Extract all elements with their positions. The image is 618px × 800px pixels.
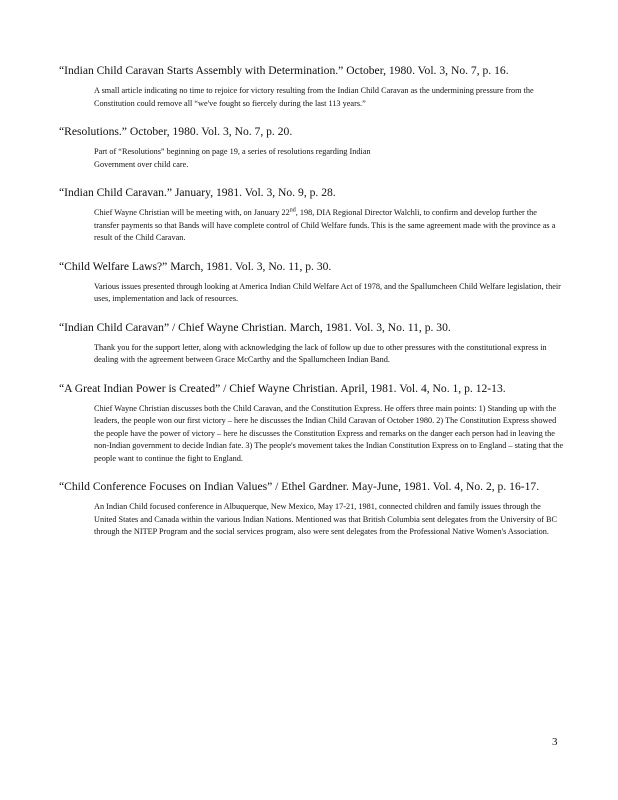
bibliography-entry (0, 64, 618, 110)
entry-citation: “Indian Child Caravan Starts Assembly with Determination.” October, 1980. Vol. 3, No. 7, p. 16. (59, 64, 509, 77)
entry-summary: Chief Wayne Christian discusses both the Child Caravan, and the Constitution Express. He offers three main points: 1) Standing up with the leaders, the people won our first victory – here he discusses the Indian Child Caravan of October 1980. 2) The Constitution Express showed the people have the power of victory – here he discusses the Constitution Express and remarks on the danger each person had in leaving the non-Indian government to decide Indian fate. 3) The people's movement takes the Indian Constitution Express on to England – stating that the people want to continue the fight to England. (94, 403, 564, 463)
bibliography-entry (0, 321, 618, 367)
ordinal-suffix: nd (289, 207, 296, 214)
entry-summary: Various issues presented through looking at America Indian Child Welfare Act of 1978, and the Spallumcheen Child Welfare legislation, their uses, implementation and lack of resources. (94, 281, 561, 303)
entry-citation: “Indian Child Caravan” / Chief Wayne Christian. March, 1981. Vol. 3, No. 11, p. 30. (59, 320, 451, 334)
entry-citation: “A Great Indian Power is Created” / Chief Wayne Christian. April, 1981. Vol. 4, No. 1, p. 12-13. (59, 381, 506, 395)
bibliography-entry (0, 260, 618, 306)
page-number: 3 (552, 736, 558, 748)
entry-citation: “Indian Child Caravan.” January, 1981. Vol. 3, No. 9, p. 28. (59, 186, 336, 199)
entry-citation: “Child Conference Focuses on Indian Values” / Ethel Gardner. May-June, 1981. Vol. 4, No. 2, p. 16-17. (59, 480, 540, 493)
bibliography-entry (0, 382, 618, 466)
entry-summary (94, 207, 564, 245)
summary-text: , 198, DIA Regional Director Walchli, to confirm and develop further the transfer payments so that Bands will have complete control of Child Welfare funds. This is the same agreement made with the province as a result of the Child Caravan. (94, 208, 556, 242)
entry-summary: A small article indicating no time to rejoice for victory resulting from the Indian Child Caravan as the undermining pressure from the Constitution could remove all “we've fought so fiercely during the last 113 years.” (94, 86, 534, 108)
entry-summary: An Indian Child focused conference in Albuquerque, New Mexico, May 17-21, 1981, connected children and family issues through the United States and Canada within the various Indian Nations. Mentioned was that British Columbia sent delegates from the University of BC through the NITEP Program and the social services program, also were sent delegates from the Professional Native Women's Association. (94, 502, 558, 536)
entry-summary: Thank you for the support letter, along with acknowledging the lack of follow up due to other pressures with the constitutional express in dealing with the agreement between Grace McCarthy and the Spallumcheen Indian Band. (94, 342, 547, 364)
summary-text: Chief Wayne Christian will be meeting with, on January 22 (94, 208, 290, 217)
entry-summary: Part of “Resolutions” beginning on page 19, a series of resolutions regarding Indian Government over child care. (94, 147, 371, 169)
bibliography-entry (0, 480, 618, 539)
entry-citation: “Resolutions.” October, 1980. Vol. 3, No. 7, p. 20. (59, 125, 293, 138)
bibliography-entry (0, 125, 618, 171)
bibliography-list (0, 64, 618, 539)
bibliography-entry (0, 186, 618, 245)
entry-citation: “Child Welfare Laws?” March, 1981. Vol. 3, No. 11, p. 30. (59, 259, 332, 273)
